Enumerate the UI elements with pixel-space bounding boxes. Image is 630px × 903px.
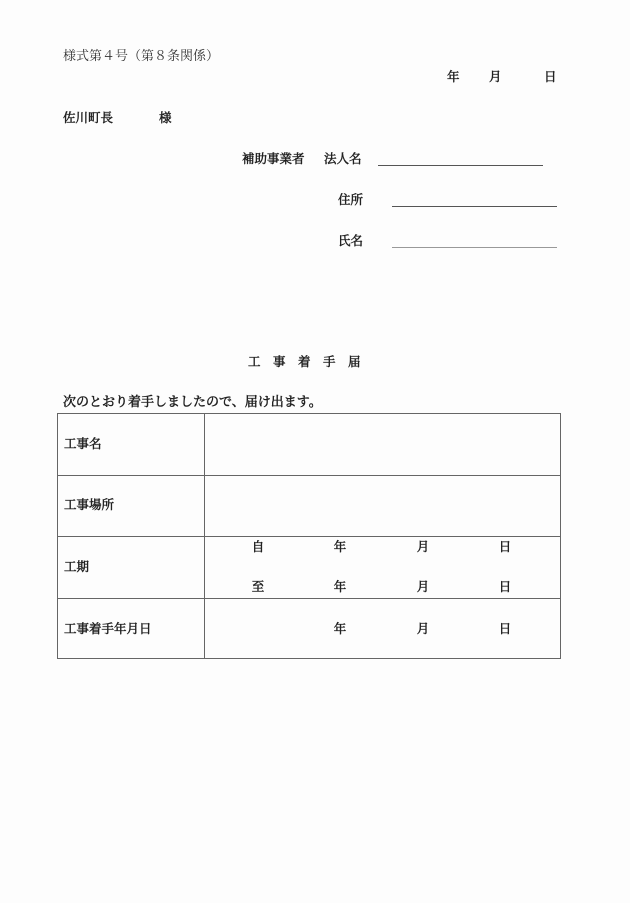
name-label: 氏名 (338, 233, 364, 248)
form-number: 様式第４号（第８条関係） (63, 49, 220, 64)
date-month-label: 月 (489, 69, 502, 84)
period-to-month[interactable]: 月 (416, 579, 430, 594)
construction-site-label: 工事場所 (64, 497, 115, 512)
construction-name-label: 工事名 (64, 436, 102, 451)
date-day-label: 日 (544, 69, 557, 84)
start-date-month[interactable]: 月 (416, 621, 430, 636)
intro-text: 次のとおり着手しましたので、届け出ます。 (63, 395, 322, 410)
period-to-prefix: 至 (251, 579, 265, 594)
period-from-month[interactable]: 月 (416, 539, 430, 554)
address-field[interactable] (392, 206, 557, 207)
corp-name-field[interactable] (378, 165, 543, 166)
start-date-label: 工事着手年月日 (64, 621, 152, 636)
addressee-name: 佐川町長 (63, 110, 114, 125)
row-divider (58, 598, 560, 599)
corp-name-label: 法人名 (324, 151, 362, 166)
period-to-year[interactable]: 年 (333, 579, 347, 594)
construction-table (57, 413, 561, 659)
period-from-year[interactable]: 年 (333, 539, 347, 554)
name-field[interactable] (392, 247, 557, 248)
period-to-day[interactable]: 日 (498, 579, 512, 594)
addressee-honorific: 様 (159, 110, 172, 125)
construction-period-label: 工期 (64, 559, 90, 574)
date-year-label: 年 (447, 69, 460, 84)
construction-site-field[interactable] (205, 476, 560, 536)
address-label: 住所 (338, 192, 364, 207)
row-divider (58, 536, 560, 537)
period-from-prefix: 自 (251, 539, 265, 554)
start-date-year[interactable]: 年 (333, 621, 347, 636)
period-from-day[interactable]: 日 (498, 539, 512, 554)
construction-name-field[interactable] (205, 414, 560, 475)
start-date-day[interactable]: 日 (498, 621, 512, 636)
applicant-group-label: 補助事業者 (242, 151, 305, 166)
document-title: 工 事 着 手 届 (248, 354, 361, 369)
